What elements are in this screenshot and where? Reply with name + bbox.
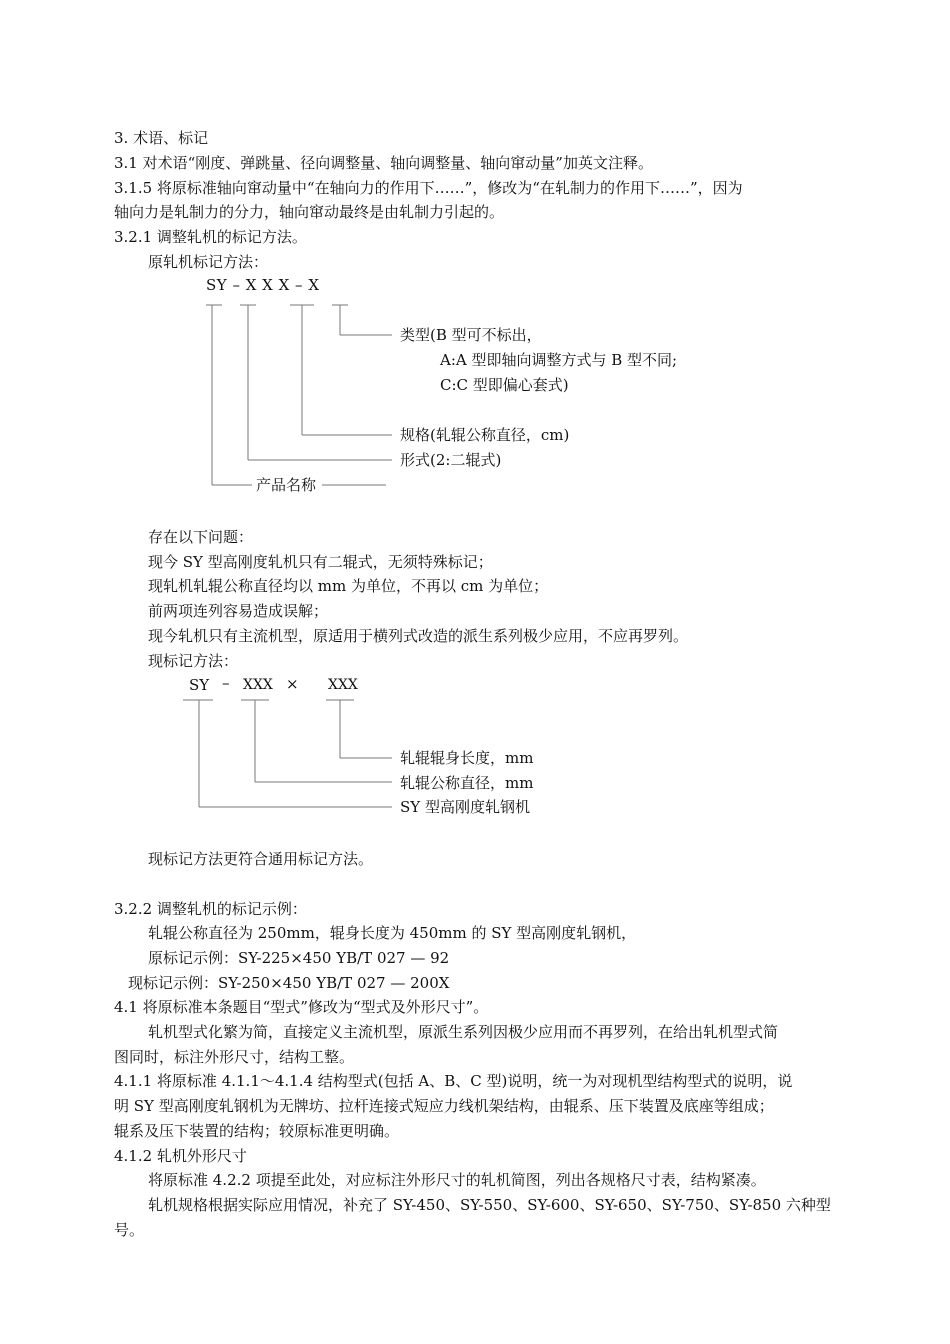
diagram1-type-label: 类型(B 型可不标出，	[400, 326, 542, 344]
problem-3: 前两项连列容易造成误解；	[148, 602, 329, 620]
new-method-note: 现标记方法更符合通用标记方法。	[148, 850, 374, 868]
orig-method-label: 原轧机标记方法：	[148, 253, 269, 271]
problems-title: 存在以下问题：	[148, 528, 254, 546]
problem-4: 现今轧机只有主流机型，原适用于横列式改造的派生系列极少应用，不应再罗列。	[148, 627, 689, 645]
diagram2-xxx1: XXX	[243, 677, 273, 693]
diagram2-xxx2: XXX	[328, 677, 358, 693]
section-3-title: 3. 术语、标记	[114, 129, 209, 147]
diagram2-length-label: 轧辊辊身长度，mm	[400, 749, 534, 767]
diagram2-mill-label: SY 型高刚度轧钢机	[400, 798, 530, 816]
problem-2: 现轧机轧辊公称直径均以 mm 为单位，不再以 cm 为单位；	[148, 577, 549, 595]
example-description: 轧辊公称直径为 250mm，辊身长度为 450mm 的 SY 型高刚度轧钢机，	[148, 924, 637, 942]
section-3-1: 3.1 对术语“刚度、弹跳量、径向调整量、轴向调整量、轴向窜动量”加英文注释。	[114, 154, 653, 172]
section-3-2-1: 3.2.1 调整轧机的标记方法。	[114, 228, 307, 246]
section-3-2-2: 3.2.2 调整轧机的标记示例：	[114, 900, 307, 918]
problem-1: 现今 SY 型高刚度轧机只有二辊式，无须特殊标记；	[148, 553, 493, 571]
section-4-1-1-line3: 辊系及压下装置的结构；较原标准更明确。	[114, 1122, 400, 1140]
section-4-1-para-line1: 轧机型式化繁为简，直接定义主流机型，原派生系列因极少应用而不再罗列，在给出轧机型式简	[148, 1023, 779, 1041]
section-4-1-2-para1: 将原标准 4.2.2 项提至此处，对应标注外形尺寸的轧机简图，列出各规格尺寸表，结构紧凑。	[148, 1171, 766, 1189]
diagram1-type-a: A:A 型即轴向调整方式与 B 型不同;	[440, 351, 678, 369]
section-4-1-2: 4.1.2 轧机外形尺寸	[114, 1147, 247, 1165]
section-4-1-para-line2: 图同时，标注外形尺寸，结构工整。	[114, 1048, 355, 1066]
diagram1-product-label: 产品名称	[256, 476, 317, 494]
original-example: 原标记示例：SY-225×450 YB/T 027 — 92	[148, 949, 450, 967]
section-3-1-5-line2: 轴向力是轧制力的分力，轴向窜动最终是由轧制力引起的。	[114, 203, 505, 221]
diagram1-type-c: C:C 型即偏心套式)	[440, 376, 569, 394]
section-4-1: 4.1 将原标准本条题目“型式”修改为“型式及外形尺寸”。	[114, 998, 489, 1016]
diagram2-sy: SY	[189, 676, 210, 694]
section-3-1-5-line1: 3.1.5 将原标准轴向窜动量中“在轴向力的作用下……”，修改为“在轧制力的作用下……”，因为	[114, 179, 743, 197]
diagram1-form-label: 形式(2:二辊式)	[400, 451, 502, 469]
new-example: 现标记示例：SY-250×450 YB/T 027 — 200X	[128, 974, 450, 992]
section-4-1-1-line2: 明 SY 型高刚度轧钢机为无牌坊、拉杆连接式短应力线机架结构，由辊系、压下装置及底座等组成；	[114, 1097, 774, 1115]
diagram2-dash: –	[222, 674, 230, 692]
new-method-label: 现标记方法：	[148, 652, 239, 670]
diagram1-spec-label: 规格(轧辊公称直径，cm)	[400, 426, 570, 444]
section-4-1-1-line1: 4.1.1 将原标准 4.1.1～4.1.4 结构型式(包括 A、B、C 型)说明，统一为对现机型结构型式的说明，说	[114, 1072, 793, 1090]
diagram1-code: SY – X X X – X	[206, 276, 320, 294]
diagram2-times: ×	[286, 675, 299, 693]
section-4-1-2-para2-line2: 号。	[114, 1221, 145, 1239]
diagram2-diameter-label: 轧辊公称直径，mm	[400, 774, 534, 792]
section-4-1-2-para2-line1: 轧机规格根据实际应用情况，补充了 SY-450、SY-550、SY-600、SY-650、SY-750、SY-850 六种型	[148, 1196, 831, 1214]
